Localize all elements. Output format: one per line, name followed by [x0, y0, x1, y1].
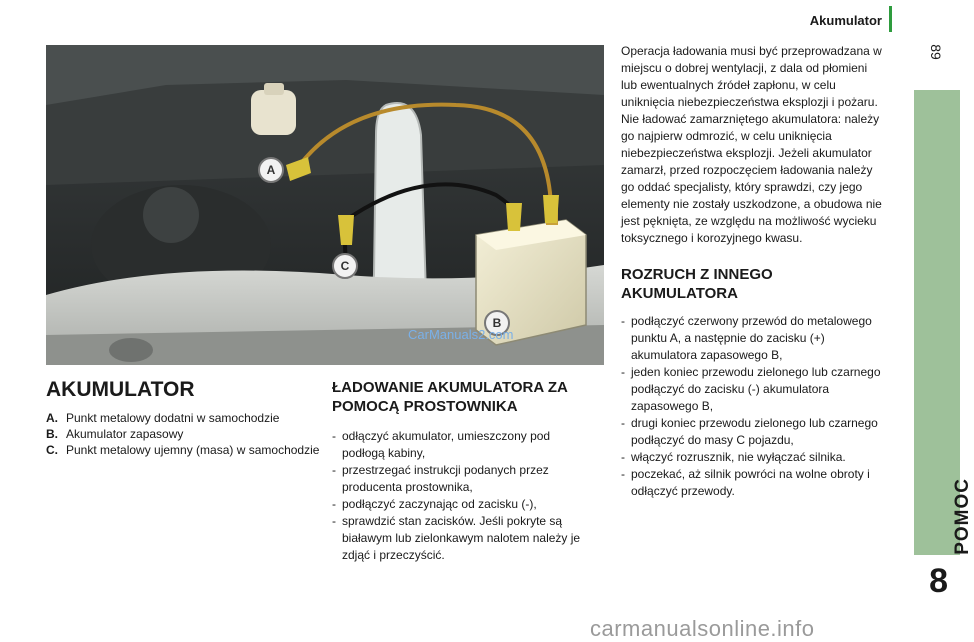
legend-item [46, 410, 326, 426]
list-item: - przestrzegać instrukcji podanych przez producenta prostownika, [332, 463, 549, 494]
callout-a: A [258, 157, 284, 183]
page-number: 89 [928, 44, 945, 60]
legend-text: Punkt metalowy ujemny (masa) w samochodzie [66, 443, 320, 457]
footer-watermark: carmanualsonline.info [590, 616, 815, 641]
legend-key: C. [46, 443, 58, 457]
warnings-section [621, 43, 883, 500]
legend-item [46, 442, 326, 458]
engine-photo [46, 45, 604, 365]
clip-battery-minus [506, 203, 522, 231]
list-item: - odłączyć akumulator, umieszczony pod podłogą kabiny, [332, 429, 551, 460]
warning-ventilation: Operacja ładowania musi być przeprowadzana w miejscu o dobrej wentylacji, z dala od płomieni lub ewentualnych źródeł zapłonu, w celu uniknięcia niebezpieczeństwa eksplozji i pożaru. [621, 44, 882, 109]
charging-title: ŁADOWANIE AKUMULATORA ZA POMOCĄ PROSTOWNIKA [332, 379, 568, 415]
legend [46, 410, 326, 458]
list-item: - podłączyć zaczynając od zacisku (-), [332, 497, 537, 511]
legend-key: B. [46, 427, 58, 441]
list-item: - włączyć rozrusznik, nie wyłączać silnika. [621, 450, 846, 464]
jumpstart-steps [621, 313, 883, 500]
coolant-reservoir [251, 90, 296, 135]
legend-text: Akumulator zapasowy [66, 427, 184, 441]
list-item: - podłączyć czerwony przewód do metalowego punktu A, a następnie do zacisku (+) akumulatora zapasowego B, [621, 314, 872, 362]
legend-item [46, 426, 326, 442]
clip-battery-plus [543, 195, 559, 223]
list-item: - jeden koniec przewodu zielonego lub czarnego podłączyć do zacisku (-) akumulatora zapasowego B, [621, 365, 881, 413]
warning-frozen: Nie ładować zamarzniętego akumulatora: należy go najpierw odmrozić, w celu uniknięcia niebezpieczeństwa eksplozji. Jeżeli akumulator zamarzł, przed rozpoczęciem ładowania należy go oddać specjalisty, który sprawdzi, czy jego elementy nie zostały uszkodzone, a obudowa nie jest pęknięta, ze względu na możliwość wycieku toksycznego i korozyjnego kwasu. [621, 112, 882, 245]
charging-steps [332, 428, 590, 564]
main-title: AKUMULATOR [46, 378, 195, 401]
jumpstart-title: ROZRUCH Z INNEGO AKUMULATORA [621, 266, 773, 302]
list-item: - sprawdzić stan zacisków. Jeśli pokryte są białawym lub zielonkawym nalotem należy je zdjąć i przeczyścić. [332, 514, 581, 562]
header-rule [889, 6, 892, 32]
callout-c: C [332, 253, 358, 279]
section-label: POMOC [952, 478, 973, 555]
photo-watermark: CarManuals2.com [408, 327, 514, 342]
charging-section [332, 378, 590, 564]
section-number: 8 [929, 562, 948, 600]
engine-illustration [46, 45, 604, 365]
legend-text: Punkt metalowy dodatni w samochodzie [66, 411, 280, 425]
header-title: Akumulator [809, 13, 882, 28]
list-item: - poczekać, aż silnik powróci na wolne obroty i odłączyć przewody. [621, 467, 870, 498]
legend-key: A. [46, 411, 58, 425]
list-item: - drugi koniec przewodu zielonego lub czarnego podłączyć do masy C pojazdu, [621, 416, 878, 447]
callout-b: B [484, 310, 510, 336]
